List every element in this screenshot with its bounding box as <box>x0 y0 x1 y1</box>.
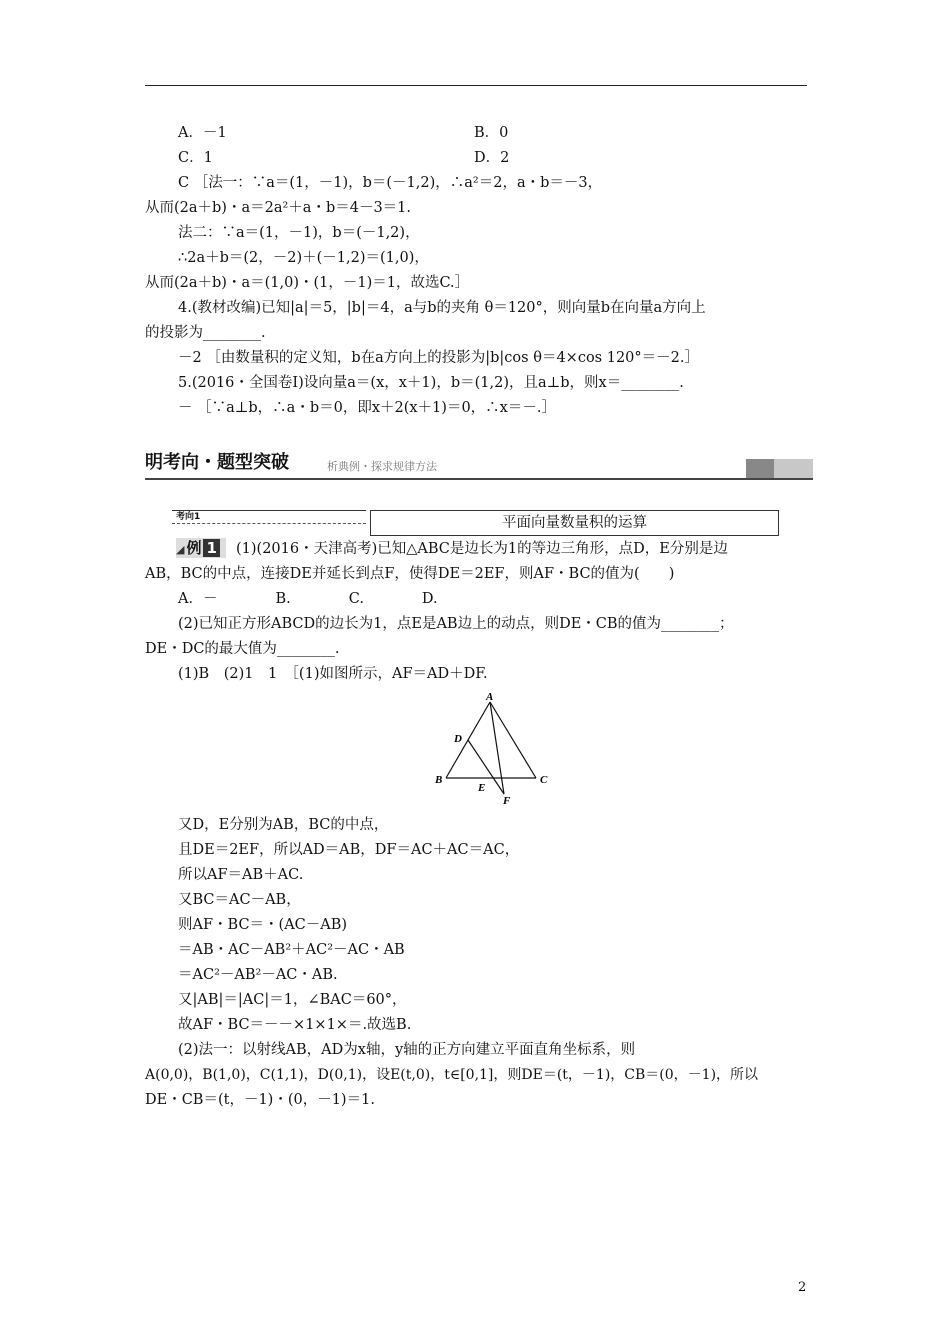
kaoxiang-tag: 考向1 <box>172 510 366 524</box>
solution-step: ＝AB・AC－AB²＋AC²－AC・AB <box>178 942 405 958</box>
solution-step: 又|AB|＝|AC|＝1，∠BAC＝60°， <box>178 992 407 1008</box>
example-options: A．－ B. C. D. <box>178 591 438 607</box>
solution-step: 又D，E分别为AB，BC的中点， <box>178 817 389 833</box>
question-5: 5.(2016・全国卷Ⅰ)设向量a＝(x，x＋1)，b＝(1,2)，且a⊥b，则x＝________. <box>178 375 684 391</box>
answer-4: －2 ［由数量积的定义知，b在a方向上的投影为|b|cos θ＝4×cos 120°＝－2.］ <box>178 350 699 366</box>
kaoxiang-title: 平面向量数量积的运算 <box>370 510 779 536</box>
solution-line: C ［法一：∵a＝(1，－1)，b＝(－1,2)，∴a²＝2，a・b＝－3， <box>178 175 603 191</box>
page-number: 2 <box>798 1280 807 1295</box>
figure-label-a: A <box>486 691 494 703</box>
section-decor-block <box>774 459 813 478</box>
solution-line: 从而(2a＋b)・a＝(1,0)・(1，－1)＝1，故选C.］ <box>145 275 470 291</box>
section-title: 明考向・题型突破 <box>145 452 289 473</box>
answer-5: － ［∵a⊥b，∴a・b＝0，即x＋2(x＋1)＝0，∴x＝－.］ <box>178 400 556 416</box>
figure-label-c: C <box>540 774 548 786</box>
solution-step: 且DE＝2EF，所以AD＝AB，DF＝AC＋AC＝AC， <box>178 842 520 858</box>
example-answer: (1)B (2)1 1 ［(1)如图所示，AF＝AD＋DF. <box>178 666 488 682</box>
solution-line: 从而(2a＋b)・a＝2a²＋a・b＝4－3＝1. <box>145 200 412 216</box>
solution-step: 故AF・BC＝－－×1×1×＝.故选B. <box>178 1017 412 1033</box>
solution-part2: DE・CB＝(t，－1)・(0，－1)＝1. <box>145 1092 375 1108</box>
solution-part2: A(0,0)，B(1,0)，C(1,1)，D(0,1)，设E(t,0)，t∈[0,1]，则DE＝(t，－1)，CB＝(0，－1)，所以 <box>145 1067 759 1083</box>
example-label: ◢ 例 1 <box>176 538 226 558</box>
triangle-marker-icon: ◢ <box>176 543 185 556</box>
example-number: 1 <box>203 539 219 557</box>
figure-label-b: B <box>435 774 443 786</box>
example-question: DE・DC的最大值为________. <box>145 641 340 657</box>
figure-label-f: F <box>503 795 511 807</box>
example-question: (2)已知正方形ABCD的边长为1，点E是AB边上的动点，则DE・CB的值为________； <box>178 616 734 632</box>
solution-part2: (2)法一：以射线AB，AD为x轴，y轴的正方向建立平面直角坐标系，则 <box>178 1042 636 1058</box>
option-b: B．0 <box>474 125 509 141</box>
section-underline <box>145 478 813 480</box>
option-c: C．1 <box>178 150 213 166</box>
option-d: D．2 <box>474 150 510 166</box>
question-4: 4.(教材改编)已知|a|＝5，|b|＝4，a与b的夹角 θ＝120°，则向量b在向量a方向上 <box>178 300 706 316</box>
figure-label-d: D <box>454 733 462 745</box>
figure-label-e: E <box>478 782 486 794</box>
example-question: AB，BC的中点，连接DE并延长到点F，使得DE＝2EF，则AF・BC的值为( ) <box>145 566 675 582</box>
option-a: A．－1 <box>178 125 227 141</box>
solution-line: 法二：∵a＝(1，－1)，b＝(－1,2)， <box>178 225 420 241</box>
section-decor-block <box>746 459 774 478</box>
solution-step: 又BC＝AC－AB， <box>178 892 301 908</box>
solution-step: ＝AC²－AB²－AC・AB. <box>178 967 338 983</box>
solution-step: 所以AF＝AB＋AC. <box>178 867 304 883</box>
question-4-cont: 的投影为________. <box>145 325 266 341</box>
example-question: (1)(2016・天津高考)已知△ABC是边长为1的等边三角形，点D，E分别是边 <box>236 541 728 557</box>
section-subtitle: 析典例・探求规律方法 <box>327 460 437 473</box>
solution-line: ∴2a＋b＝(2，－2)＋(－1,2)＝(1,0)， <box>178 250 429 266</box>
triangle-figure <box>432 690 552 810</box>
header-rule <box>145 85 807 86</box>
solution-step: 则AF・BC＝・(AC－AB) <box>178 917 348 933</box>
